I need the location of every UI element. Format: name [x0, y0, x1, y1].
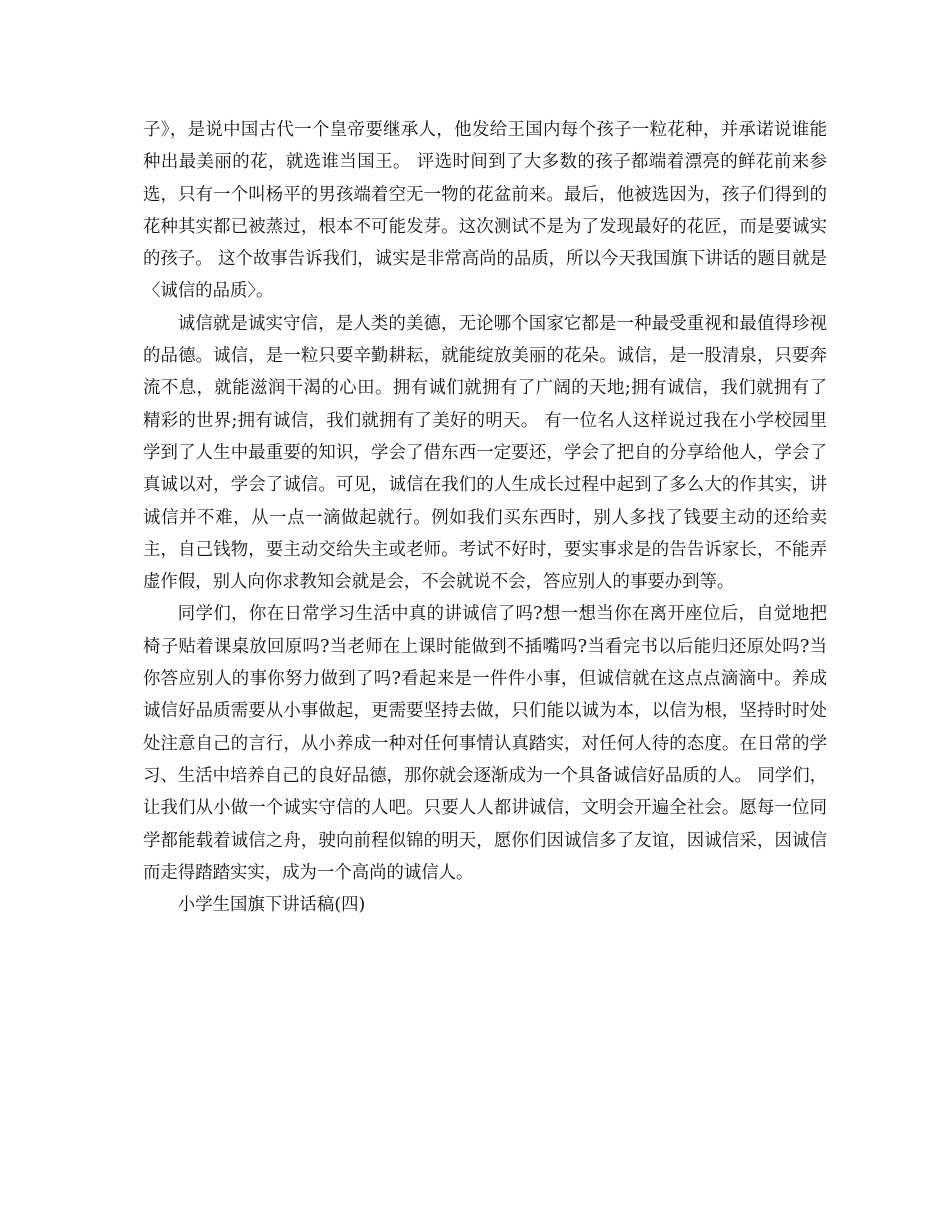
document-page — [143, 114, 827, 921]
section-heading: 小学生国旗下讲话稿(四) — [177, 895, 366, 916]
paragraph-story: 子》，是说中国古代一个皇帝要继承人，他发给王国内每个孩子一粒花种，并承诺说谁能种出最美丽的花，就选谁当国王。 评选时间到了大多数的孩子都端着漂亮的鲜花前来参选，只有一个叫杨平的男孩端着空无一物的花盆前来。最后，他被选因为，孩子们得到的花种其实都已被蒸过，根本不可能发芽。这次测试不是为了发现最好的花匠，而是要诚实的孩子。 这个故事告诉我们，诚实是非常高尚的品质，所以今天我国旗下讲话的题目就是〈诚信的品质〉。 — [143, 120, 827, 302]
paragraph-call-to-classmates: 同学们，你在日常学习生活中真的讲诚信了吗?想一想当你在离开座位后，自觉地把椅子贴着课桌放回原吗?当老师在上课时能做到不插嘴吗?当看完书以后能归还原处吗?当你答应别人的事你努力做到了吗?看起来是一件件小事，但诚信就在这点点滴滴中。养成诚信好品质需要从小事做起，更需要坚持去做，只们能以诚为本，以信为根，坚持时时处处注意自己的言行，从小养成一种对任何事情认真踏实，对任何人待的态度。在日常的学习、生活中培养自己的良好品德，那你就会逐渐成为一个具备诚信好品质的人。 同学们，让我们从小做一个诚实守信的人吧。只要人人都讲诚信，文明会开遍全社会。愿每一位同学都能载着诚信之舟，驶向前程似锦的明天，愿你们因诚信多了友谊，因诚信采，因诚信而走得踏踏实实，成为一个高尚的诚信人。 — [143, 604, 827, 883]
paragraph-integrity-virtue: 诚信就是诚实守信，是人类的美德，无论哪个国家它都是一种最受重视和最值得珍视的品德。诚信，是一粒只要辛勤耕耘，就能绽放美丽的花朵。诚信，是一股清泉，只要奔流不息，就能滋润干渴的心田。拥有诚们就拥有了广阔的天地;拥有诚信，我们就拥有了精彩的世界;拥有诚信，我们就拥有了美好的明天。 有一位名人这样说过我在小学校园里学到了人生中最重要的知识，学会了借东西一定要还，学会了把自的分享给他人，学会了真诚以对，学会了诚信。可见，诚信在我们的人生成长过程中起到了多么大的作其实，讲诚信并不难，从一点一滴做起就行。例如我们买东西时，别人多找了钱要主动的还给卖主，自己钱物，要主动交给失主或老师。考试不好时，要实事求是的告告诉家长，不能弄虚作假，别人向你求教知会就是会，不会就说不会，答应别人的事要办到等。 — [143, 313, 827, 593]
